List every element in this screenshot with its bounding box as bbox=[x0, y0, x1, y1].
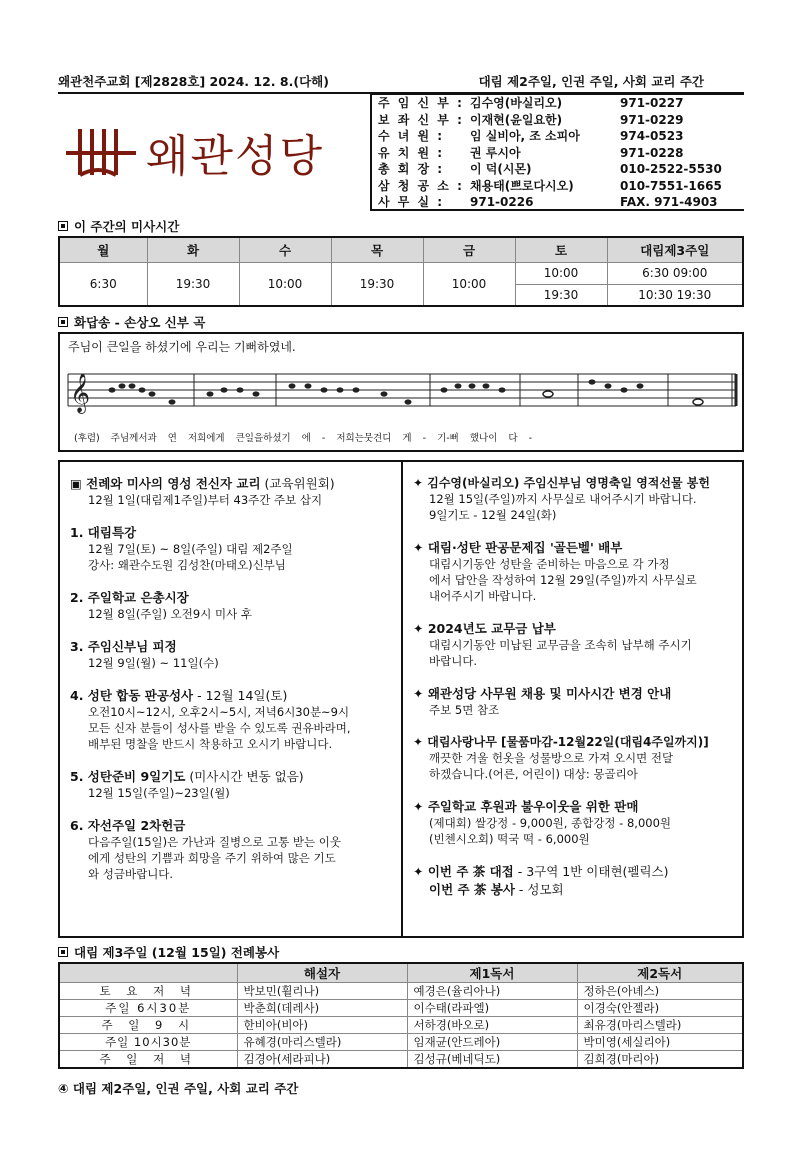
table-row: 주일 6시30분 박춘희(데레사) 이수태(라파엘) 이경숙(안젤라) bbox=[59, 1000, 743, 1017]
mass-section-title: 이 주간의 미사시간 bbox=[58, 217, 179, 235]
contact-row: 총 회 장 : 이 덕(시몬) 010-2522-5530 bbox=[378, 162, 722, 176]
notice-body: (제대회) 쌀강정 - 9,000원, 종합강정 - 8,000원 (빈첸시오회) 떡국 떡 - 6,000원 bbox=[429, 816, 672, 846]
day-header: 대림제3주일 bbox=[607, 237, 743, 262]
square-bullet-icon bbox=[58, 947, 68, 957]
notice-heading: ▣ 전례와 미사의 영성 전신자 교리 (교육위원회) bbox=[70, 476, 335, 491]
bulletin-issue: 왜관천주교회 [제2828호] 2024. 12. 8.(다해) bbox=[58, 74, 329, 89]
psalm-box bbox=[58, 332, 744, 452]
notice-heading: 5. 성탄준비 9일기도 (미사시간 변동 없음) bbox=[70, 769, 304, 784]
mass-time: 10:00 bbox=[515, 262, 607, 284]
notice-heading: 이번 주 茶 봉사 - 성모회 bbox=[429, 882, 564, 897]
duty-header: 해설자 bbox=[237, 963, 407, 983]
contact-row: 주 임 신 부 : 김수영(바실리오) 971-0227 bbox=[378, 96, 684, 110]
notice-heading: ✦ 김수영(바실리오) 주임신부님 영명축일 영적선물 봉헌 bbox=[413, 476, 710, 490]
contact-row: 사 무 실 : 971-0226 FAX. 971-4903 bbox=[378, 195, 718, 209]
notices-left-column bbox=[60, 462, 403, 936]
notice-body: 12월 9일(월) ~ 11일(수) bbox=[88, 656, 219, 670]
cross-emblem-icon bbox=[66, 125, 136, 179]
duty-section-title: 대림 제3주일 (12월 15일) 전례봉사 bbox=[58, 943, 279, 961]
notices-right-column bbox=[403, 462, 742, 936]
parish-name: 왜관성당 bbox=[146, 131, 325, 182]
psalm-syllables: (후렴) 주님께서과 연 저희에게 큰일을하셨기 에 - 저희는뭇견디 게 - 기-뻐 했나이 다 - bbox=[74, 433, 533, 444]
mass-time: 19:30 bbox=[515, 284, 607, 306]
contact-list bbox=[370, 93, 744, 211]
square-bullet-icon bbox=[58, 221, 68, 231]
contact-row: 보 좌 신 부 : 이재현(윤일요한) 971-0229 bbox=[378, 112, 684, 127]
notice-body: 깨끗한 겨울 헌옷을 성물방으로 가져 오시면 전달 하겠습니다.(어른, 어린이) 대상: 몽골리아 bbox=[429, 751, 674, 781]
mass-time: 6:30 bbox=[59, 262, 147, 306]
mass-time: 10:00 bbox=[423, 262, 515, 306]
notice-body: 12월 8일(주일) 오전9시 미사 후 bbox=[88, 607, 252, 621]
mass-time: 19:30 bbox=[147, 262, 239, 306]
contact-row: 삼 청 공 소 : 채용태(쁘로다시오) 010-7551-1665 bbox=[378, 178, 722, 193]
contact-row: 유 치 원 : 권 루시아 971-0228 bbox=[378, 145, 684, 160]
song-section-title: 화답송 - 손상오 신부 곡 bbox=[58, 313, 205, 331]
notice-body: 12월 15일(주일)~23일(월) bbox=[88, 786, 230, 800]
notice-heading: 2. 주일학교 은총시장 bbox=[70, 590, 189, 605]
duty-header bbox=[59, 963, 237, 983]
notice-body: 12월 1일(대림제1주일)부터 43주간 주보 삽지 bbox=[88, 493, 323, 507]
day-header: 금 bbox=[423, 237, 515, 262]
day-header: 토 bbox=[515, 237, 607, 262]
notice-heading: 6. 자선주일 2차헌금 bbox=[70, 818, 186, 833]
mass-schedule-table bbox=[58, 236, 744, 307]
bulletin-top-line bbox=[58, 72, 744, 94]
mass-time: 19:30 bbox=[331, 262, 423, 306]
notice-heading: ✦ 이번 주 茶 대접 - 3구역 1반 이태현(펠릭스) bbox=[413, 864, 669, 879]
day-header: 목 bbox=[331, 237, 423, 262]
table-row: 주 일 9 시 한비아(비아) 서하경(바오로) 최유경(마리스텔라) bbox=[59, 1017, 743, 1034]
notice-heading: 4. 성탄 합동 판공성사 - 12월 14일(토) bbox=[70, 688, 288, 703]
day-header: 수 bbox=[239, 237, 331, 262]
contact-row: 수 녀 원 : 임 실비아, 조 소피아 974-0523 bbox=[378, 129, 684, 143]
notice-body: 다음주일(15일)은 가난과 질병으로 고통 받는 이웃 에게 성탄의 기쁨과 희망을 주기 위하여 많은 기도 와 성금바랍니다. bbox=[88, 835, 341, 881]
bulletin-liturgical-day: 대림 제2주일, 인권 주일, 사회 교리 주간 bbox=[478, 74, 704, 89]
notice-heading: ✦ 왜관성당 사무원 채용 및 미사시간 변경 안내 bbox=[413, 686, 672, 701]
table-row: 주일 10시30분 유혜경(마리스텔라) 임재균(안드레아) 박미영(세실리아) bbox=[59, 1034, 743, 1051]
notice-body: 12월 15일(주일)까지 사무실로 내어주시기 바랍니다. 9일기도 - 12월 24일(화) bbox=[429, 492, 697, 522]
notice-body: 대림시기동안 성탄을 준비하는 마음으로 각 가정 에서 답안을 작성하여 12월 29일(주일)까지 사무실로 내어주시기 바랍니다. bbox=[429, 557, 697, 603]
svg-text:𝄞: 𝄞 bbox=[70, 373, 91, 413]
parish-logo bbox=[58, 93, 370, 211]
page-footer: ④ 대림 제2주일, 인권 주일, 사회 교리 주간 bbox=[58, 1081, 299, 1096]
notice-heading: ✦ 2024년도 교무금 납부 bbox=[413, 621, 556, 636]
day-header: 화 bbox=[147, 237, 239, 262]
notice-heading: 3. 주임신부님 피정 bbox=[70, 639, 177, 654]
notice-body: 오전10시~12시, 오후2시~5시, 저녁6시30분~9시 모든 신자 분들이 성사를 받을 수 있도록 권유바라며, 배부된 명찰을 반드시 착용하고 오시기 바랍니다. bbox=[88, 705, 351, 751]
psalm-lyric: 주님이 큰일을 하셨기에 우리는 기뻐하였네. bbox=[68, 340, 296, 354]
duty-table bbox=[58, 962, 744, 1069]
day-header: 월 bbox=[59, 237, 147, 262]
notices-box bbox=[58, 460, 744, 938]
table-row: 토 요 저 녁 박보민(휠리나) 예경은(율리아나) 정하은(아녜스) bbox=[59, 983, 743, 1000]
notice-heading: ✦ 대림·성탄 판공문제집 '골든벨' 배부 bbox=[413, 540, 623, 555]
music-staff bbox=[64, 364, 740, 428]
notice-heading: ✦ 주일학교 후원과 불우이웃을 위한 판매 bbox=[413, 799, 639, 814]
notice-body: 대림시기동안 미납된 교무금을 조속히 납부해 주시기 바랍니다. bbox=[429, 638, 692, 668]
notice-heading: ✦ 대림사랑나무 [물품마감-12월22일(대림4주일까지)] bbox=[413, 735, 709, 749]
duty-header: 제1독서 bbox=[407, 963, 577, 983]
mass-time: 10:30 19:30 bbox=[607, 284, 743, 306]
table-row: 주 일 저 녁 김경아(세라피나) 김성규(베네딕도) 김희경(마리아) bbox=[59, 1051, 743, 1069]
duty-header: 제2독서 bbox=[577, 963, 743, 983]
notice-body: 주보 5면 참조 bbox=[429, 703, 500, 717]
square-bullet-icon bbox=[58, 317, 68, 327]
notice-heading: 1. 대림특강 bbox=[70, 525, 137, 540]
mass-time: 10:00 bbox=[239, 262, 331, 306]
mass-time: 6:30 09:00 bbox=[607, 262, 743, 284]
header bbox=[58, 93, 744, 211]
notice-body: 12월 7일(토) ~ 8일(주일) 대림 제2주일 강사: 왜관수도원 김성찬(마태오)신부님 bbox=[88, 542, 293, 572]
